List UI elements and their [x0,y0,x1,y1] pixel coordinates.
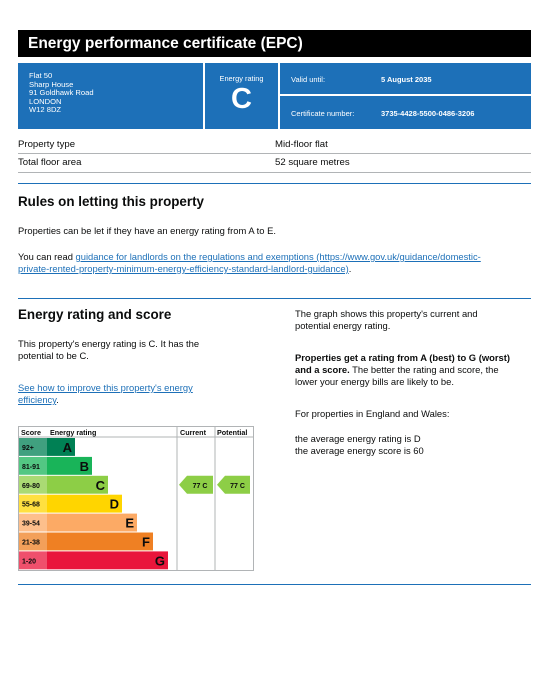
rating-band-letter: E [125,515,134,531]
address-line: LONDON [29,96,62,106]
divider [18,153,531,154]
energy-rating-box [205,63,278,129]
score-range-label: 69-80 [22,482,40,490]
page-title: Energy performance certificate (EPC) [18,30,531,57]
rating-band-letter: D [109,496,119,512]
address-line: Flat 50 [29,71,53,80]
letting-heading: Rules on letting this property [18,194,204,209]
certificate-number-label: Certificate number: [291,109,355,118]
score-range-label: 81-91 [22,463,40,471]
rating-scale-explanation: Properties get a rating from A (best) to G (worst) and a score. The better the rating and score, the lower your energy bills are likely to be. [295,352,510,387]
landlord-guidance-link[interactable]: guidance for landlords on the regulations and exemptions (https://www.gov.uk/guidance/domestic- private-rented-property-minimum-energy-efficiency-standard-landlord-guidance) [18,251,481,274]
improve-efficiency-paragraph: See how to improve this property's energy efficiency. [18,382,193,405]
address-line: Sharp House [29,79,74,89]
certificate-summary [18,63,531,129]
energy-rating-paragraph: This property's energy rating is C. It has the potential to be C. [18,338,200,361]
guidance-prefix: You can read [18,251,76,262]
energy-heading: Energy rating and score [18,307,172,322]
graph-header-current: Current [180,428,206,437]
section-divider [18,298,531,299]
rating-band-letter: A [62,440,72,455]
region-note: For properties in England and Wales: [295,408,450,419]
rating-band-letter: F [142,534,150,550]
score-range-label: 1-20 [22,558,37,566]
certificate-number-box [280,96,531,129]
floor-area-label: Total floor area [18,157,82,168]
score-range-label: 55-68 [22,501,40,509]
rating-band-bar [47,551,168,569]
score-range-label: 21-38 [22,539,40,547]
valid-until-label: Valid until: [291,75,326,84]
property-type-label: Property type [18,139,76,150]
score-range-label: 92+ [22,445,34,452]
divider [18,172,531,173]
rating-band-bar [47,533,153,551]
section-divider [18,183,531,184]
graph-header-potential: Potential [217,428,248,437]
rating-band-letter: B [79,458,89,474]
property-type-value: Mid-floor flat [275,139,328,150]
improve-efficiency-link[interactable]: See how to improve this property's energy efficiency [18,382,193,405]
rating-band-bar [47,514,137,532]
graph-header-rating: Energy rating [50,428,97,437]
letting-paragraph: Properties can be let if they have an energy rating from A to E. [18,225,276,236]
address-line: 91 Goldhawk Road [29,88,94,98]
guidance-suffix: . [348,263,352,274]
valid-until-box [280,63,531,94]
energy-rating-graph [18,426,254,571]
floor-area-value: 52 square metres [275,157,350,168]
energy-rating-letter: C [231,83,252,115]
rating-bands-chart [19,427,253,570]
property-address [18,63,203,129]
valid-until-value: 5 August 2035 [381,75,432,84]
potential-rating-label: 77 C [230,482,245,490]
energy-rating-label: Energy rating [219,74,264,83]
graph-explanation: The graph shows this property's current and potential energy rating. [295,308,478,331]
rating-band-letter: C [95,477,105,493]
letting-guidance-paragraph [18,251,531,275]
graph-header-score: Score [21,428,41,437]
address-line: W12 8DZ [29,105,62,115]
certificate-number-value: 3735-4428-5500-0486-3206 [381,109,475,118]
rating-band-letter: G [154,553,165,569]
current-rating-label: 77 C [192,482,208,490]
section-divider [18,584,531,585]
average-rating-text: the average energy rating is D the average energy score is 60 [295,433,424,456]
score-range-label: 39-54 [22,520,40,528]
